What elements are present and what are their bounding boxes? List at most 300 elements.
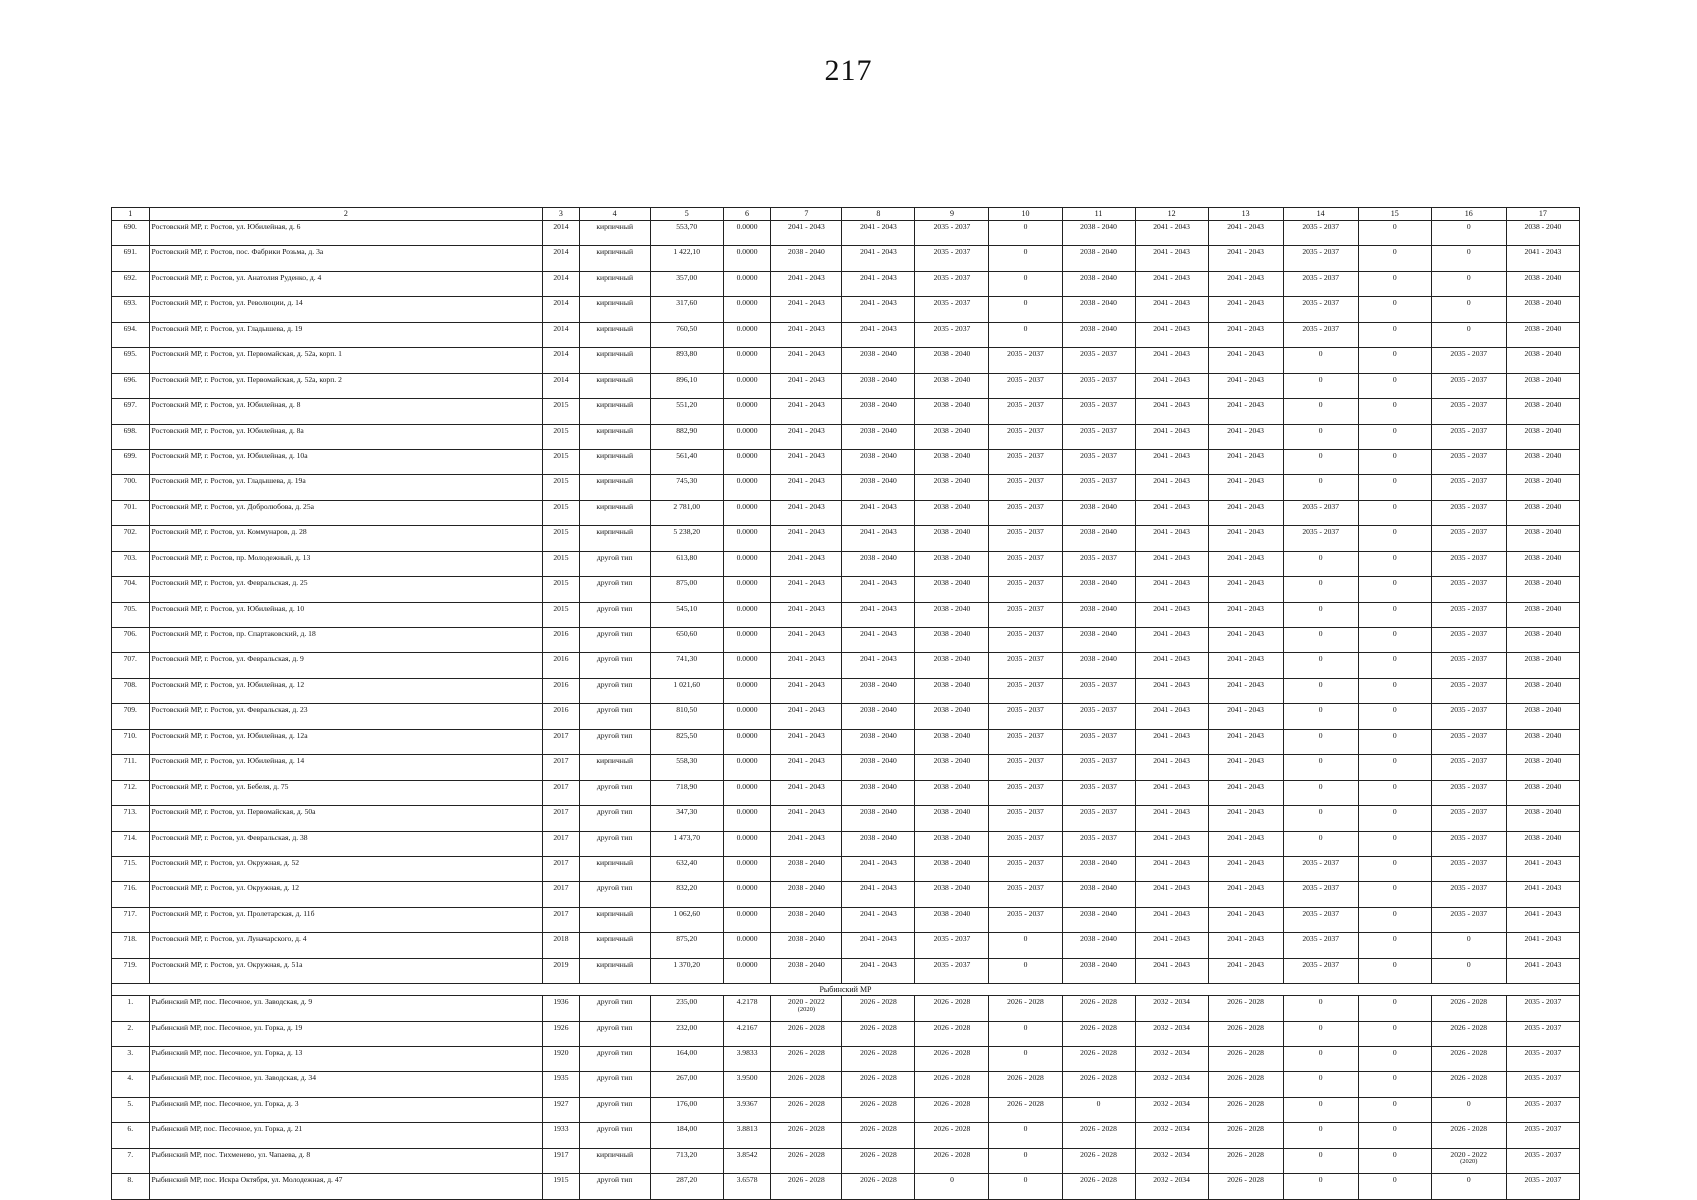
- address-cell: [149, 348, 543, 373]
- table-cell: [1358, 551, 1431, 576]
- cell-text: 832,20: [676, 883, 698, 893]
- table-cell: [915, 551, 989, 576]
- row-number-cell: [112, 653, 150, 678]
- cell-text: 2038 - 2040: [1524, 756, 1562, 766]
- table-cell: [723, 551, 771, 576]
- table-cell: [1431, 526, 1506, 551]
- table-cell: [723, 958, 771, 983]
- cell-text: 0: [1392, 781, 1397, 791]
- table-cell: [915, 373, 989, 398]
- table-cell: [1506, 221, 1579, 246]
- table-cell: [842, 653, 915, 678]
- cell-text: 1 422,10: [673, 247, 700, 257]
- section-row: [112, 984, 1580, 996]
- cell-text: Рыбинский МР, пос. Песочное, ул. Горка, д. 19: [151, 1022, 303, 1032]
- cell-text: 2038 - 2040: [933, 603, 971, 613]
- cell-text: 0: [1392, 997, 1397, 1007]
- cell-text: 2041 - 2043: [860, 959, 897, 969]
- cell-text: 2035 - 2037: [1302, 908, 1340, 918]
- table-cell: [1062, 1148, 1135, 1173]
- cell-text: 3.: [127, 1048, 134, 1057]
- table-cell: [771, 373, 842, 398]
- cell-text: 2035 - 2037: [1007, 349, 1044, 359]
- table-cell: [1358, 449, 1431, 474]
- table-cell: [1283, 729, 1358, 754]
- table-cell: [1506, 704, 1579, 729]
- cell-text: 2017: [553, 857, 569, 867]
- table-row: [112, 958, 1580, 983]
- table-cell: [1283, 1123, 1358, 1148]
- cell-text: 2035 - 2037: [1007, 730, 1044, 740]
- row-number-cell: [112, 1174, 150, 1199]
- cell-text: 2035 - 2037: [1007, 400, 1044, 410]
- address-cell: [149, 399, 543, 424]
- table-cell: [579, 996, 650, 1021]
- table-cell: [915, 806, 989, 831]
- cell-text: 2035 - 2037: [1007, 476, 1044, 486]
- table-cell: [723, 500, 771, 525]
- table-cell: [1358, 755, 1431, 780]
- table-cell: [771, 602, 842, 627]
- cell-text: 0: [1392, 450, 1397, 460]
- cell-text: 2035 - 2037: [1450, 552, 1488, 562]
- cell-text: 2038 - 2040: [788, 934, 825, 944]
- table-cell: [989, 500, 1062, 525]
- table-cell: [543, 500, 580, 525]
- table-cell: [1283, 1097, 1358, 1122]
- cell-text: 2041 - 2043: [1153, 934, 1190, 944]
- table-cell: [1283, 449, 1358, 474]
- cell-text: 2038 - 2040: [933, 781, 971, 791]
- address-cell: [149, 780, 543, 805]
- table-cell: [723, 475, 771, 500]
- cell-text: 875,00: [676, 578, 698, 588]
- table-cell: [1358, 373, 1431, 398]
- table-cell: [989, 704, 1062, 729]
- table-cell: [1358, 882, 1431, 907]
- table-cell: [1062, 704, 1135, 729]
- cell-text: 3.9500: [736, 1073, 758, 1083]
- table-cell: [1062, 602, 1135, 627]
- cell-text: 2035 - 2037: [1450, 425, 1488, 435]
- table-cell: [1506, 399, 1579, 424]
- table-cell: [1135, 475, 1208, 500]
- table-cell: [650, 729, 723, 754]
- column-header: 6: [723, 208, 771, 221]
- table-cell: [915, 526, 989, 551]
- cell-text: 5.: [127, 1098, 134, 1108]
- table-cell: [1283, 1047, 1358, 1072]
- cell-text: 2038 - 2040: [933, 705, 971, 715]
- table-cell: [989, 348, 1062, 373]
- table-cell: [579, 246, 650, 271]
- table-cell: [842, 856, 915, 881]
- cell-text: 2041 - 2043: [1227, 705, 1264, 715]
- table-cell: [771, 755, 842, 780]
- cell-text: 2038 - 2040: [788, 908, 825, 918]
- table-cell: [771, 449, 842, 474]
- cell-text: 0: [1392, 552, 1397, 562]
- table-cell: [989, 1148, 1062, 1173]
- cell-text: 2041 - 2043: [788, 374, 825, 384]
- cell-text: 2026 - 2028: [860, 1124, 897, 1134]
- cell-text: Ростовский МР, г. Ростов, ул. Юбилейная, д. 6: [151, 222, 301, 231]
- table-cell: [842, 1148, 915, 1173]
- cell-text: 0.0000: [736, 450, 758, 460]
- cell-text: 0: [1392, 476, 1397, 486]
- table-cell: [1208, 755, 1283, 780]
- cell-text: 184,00: [676, 1124, 698, 1134]
- table-cell: [1506, 628, 1579, 653]
- table-cell: [723, 1123, 771, 1148]
- table-cell: [1431, 882, 1506, 907]
- table-cell: [1283, 831, 1358, 856]
- table-cell: [771, 856, 842, 881]
- table-cell: [1506, 602, 1579, 627]
- cell-text: 4.2178: [736, 997, 758, 1007]
- cell-text: 0: [1318, 1149, 1323, 1159]
- cell-text: 0: [1392, 908, 1397, 918]
- cell-text: 2026 - 2028: [860, 1022, 897, 1032]
- table-row: [112, 1123, 1580, 1148]
- cell-text: 2026 - 2028: [788, 1175, 825, 1185]
- cell-text: кирпичный: [596, 934, 634, 944]
- table-cell: [579, 653, 650, 678]
- cell-text: 2041 - 2043: [1227, 730, 1264, 740]
- table-cell: [842, 449, 915, 474]
- table-cell: [1062, 271, 1135, 296]
- cell-text: 0.0000: [736, 908, 758, 918]
- cell-text: 2026 - 2028: [1450, 1073, 1488, 1083]
- cell-text: кирпичный: [596, 247, 634, 257]
- table-cell: [842, 322, 915, 347]
- cell-text: 2038 - 2040: [933, 527, 971, 537]
- cell-text: 0: [1023, 1022, 1028, 1032]
- cell-text: 2038 - 2040: [933, 832, 971, 842]
- table-cell: [842, 628, 915, 653]
- cell-text: 0: [1392, 934, 1397, 944]
- table-cell: [1283, 628, 1358, 653]
- cell-text: 760,50: [676, 323, 698, 333]
- table-cell: [1062, 424, 1135, 449]
- table-cell: [915, 628, 989, 653]
- cell-text: 2026 - 2028: [1227, 1098, 1264, 1108]
- table-cell: [650, 653, 723, 678]
- table-cell: [771, 577, 842, 602]
- address-cell: [149, 551, 543, 576]
- table-cell: [579, 755, 650, 780]
- table-cell: [650, 1097, 723, 1122]
- table-cell: [989, 628, 1062, 653]
- cell-text: 0: [1318, 654, 1323, 664]
- cell-text: 2038 - 2040: [1524, 654, 1562, 664]
- table-cell: [842, 1123, 915, 1148]
- cell-text: 713,20: [676, 1149, 698, 1159]
- table-cell: [650, 755, 723, 780]
- table-cell: [1208, 907, 1283, 932]
- cell-text: 0: [1392, 1124, 1397, 1134]
- cell-text: 0.0000: [736, 247, 758, 257]
- table-cell: [771, 1021, 842, 1046]
- cell-text: 2041 - 2043: [1153, 679, 1190, 689]
- address-cell: [149, 933, 543, 958]
- cell-text: 2038 - 2040: [933, 425, 971, 435]
- address-cell: [149, 449, 543, 474]
- table-cell: [1506, 271, 1579, 296]
- table-cell: [1283, 1072, 1358, 1097]
- table-cell: [1135, 755, 1208, 780]
- cell-text: 2041 - 2043: [1227, 578, 1264, 588]
- cell-text: 2041 - 2043: [1227, 654, 1264, 664]
- cell-text: 2035 - 2037: [1302, 501, 1340, 511]
- table-cell: [1062, 449, 1135, 474]
- table-body: [112, 221, 1580, 1200]
- table-cell: [1135, 1097, 1208, 1122]
- cell-text: 2019: [553, 959, 569, 969]
- cell-text: 2038 - 2040: [1080, 908, 1117, 918]
- cell-text: 2038 - 2040: [1524, 476, 1562, 486]
- table-cell: [1208, 1097, 1283, 1122]
- cell-text: 2041 - 2043: [860, 501, 897, 511]
- cell-text: 2038 - 2040: [933, 552, 971, 562]
- cell-text: 0: [1318, 629, 1323, 638]
- table-cell: [650, 628, 723, 653]
- cell-text: 2035 - 2037: [1524, 1022, 1562, 1032]
- table-cell: [771, 780, 842, 805]
- table-cell: [1208, 297, 1283, 322]
- table-cell: [1358, 526, 1431, 551]
- table-cell: [1283, 806, 1358, 831]
- cell-text: 2041 - 2043: [1153, 629, 1190, 638]
- column-header: 9: [915, 208, 989, 221]
- cell-text: 2038 - 2040: [933, 578, 971, 588]
- cell-text: 2038 - 2040: [860, 781, 897, 791]
- cell-text: 0: [1392, 857, 1397, 867]
- cell-text: 2035 - 2037: [1302, 934, 1340, 944]
- table-cell: [1358, 958, 1431, 983]
- cell-text: 2026 - 2028: [1227, 1022, 1264, 1032]
- table-cell: [723, 221, 771, 246]
- table-cell: [1135, 678, 1208, 703]
- table-cell: [1431, 729, 1506, 754]
- column-header: 10: [989, 208, 1062, 221]
- table-cell: [543, 246, 580, 271]
- address-cell: [149, 704, 543, 729]
- table-cell: [1431, 551, 1506, 576]
- row-number-cell: [112, 704, 150, 729]
- cell-text: 2035 - 2037: [1450, 400, 1488, 410]
- cell-text: 2032 - 2034: [1153, 1149, 1190, 1159]
- cell-text: 2026 - 2028: [788, 1149, 825, 1159]
- cell-text: 558,30: [676, 756, 698, 766]
- table-cell: [1135, 500, 1208, 525]
- address-cell: [149, 271, 543, 296]
- cell-text: 2038 - 2040: [788, 883, 825, 893]
- table-cell: [543, 678, 580, 703]
- table-cell: [543, 322, 580, 347]
- table-cell: [989, 755, 1062, 780]
- table-row: [112, 628, 1580, 653]
- cell-text: Ростовский МР, г. Ростов, пр. Спартаковский, д. 18: [151, 629, 316, 638]
- table-cell: [1135, 907, 1208, 932]
- cell-text: кирпичный: [596, 400, 634, 410]
- cell-text: 710.: [123, 730, 137, 740]
- cell-text: 0.0000: [736, 705, 758, 715]
- table-cell: [1358, 602, 1431, 627]
- cell-text: 2038 - 2040: [933, 883, 971, 893]
- table-cell: [1283, 246, 1358, 271]
- table-cell: [771, 907, 842, 932]
- table-row: [112, 996, 1580, 1021]
- cell-text: Ростовский МР, г. Ростов, ул. Юбилейная, д. 12а: [151, 730, 308, 740]
- cell-text: 1 370,20: [673, 959, 700, 969]
- cell-text: 2035 - 2037: [1450, 578, 1488, 588]
- cell-text: 2041 - 2043: [1153, 349, 1190, 359]
- table-cell: [1208, 322, 1283, 347]
- table-cell: [1135, 602, 1208, 627]
- table-cell: [1431, 653, 1506, 678]
- cell-text: 1927: [553, 1098, 569, 1108]
- table-cell: [650, 958, 723, 983]
- table-cell: [1431, 424, 1506, 449]
- address-cell: [149, 882, 543, 907]
- cell-text: 5 238,20: [673, 527, 700, 537]
- table-cell: [771, 958, 842, 983]
- table-cell: [579, 1047, 650, 1072]
- cell-text: 2035 - 2037: [1007, 374, 1044, 384]
- cell-text: 2038 - 2040: [860, 679, 897, 689]
- cell-text: 2032 - 2034: [1153, 1048, 1190, 1057]
- table-cell: [915, 907, 989, 932]
- table-cell: [842, 806, 915, 831]
- table-cell: [1135, 882, 1208, 907]
- table-row: [112, 933, 1580, 958]
- table-cell: [1208, 221, 1283, 246]
- table-row: [112, 653, 1580, 678]
- table-cell: [1506, 1123, 1579, 1148]
- cell-text: 2035 - 2037: [1524, 1124, 1562, 1134]
- table-cell: [1431, 221, 1506, 246]
- table-cell: [543, 628, 580, 653]
- cell-text: 2035 - 2037: [1080, 476, 1117, 486]
- table-cell: [1431, 577, 1506, 602]
- cell-text: 2041 - 2043: [1227, 959, 1264, 969]
- table-cell: [723, 678, 771, 703]
- table-cell: [915, 221, 989, 246]
- cell-text: 2020 - 2022: [1450, 1149, 1488, 1159]
- table-cell: [543, 1148, 580, 1173]
- table-cell: [1135, 628, 1208, 653]
- cell-text: 0: [1023, 1175, 1028, 1185]
- table-cell: [989, 602, 1062, 627]
- row-number-cell: [112, 907, 150, 932]
- table-cell: [771, 322, 842, 347]
- cell-text: 2038 - 2040: [860, 832, 897, 842]
- table-cell: [650, 424, 723, 449]
- table-cell: [1208, 1174, 1283, 1199]
- cell-text: 0.0000: [736, 654, 758, 664]
- table-cell: [771, 1072, 842, 1097]
- cell-text: 2038 - 2040: [860, 425, 897, 435]
- table-cell: [650, 704, 723, 729]
- table-cell: [842, 297, 915, 322]
- table-cell: [1358, 806, 1431, 831]
- table-cell: [1062, 221, 1135, 246]
- cell-text: 2041 - 2043: [1153, 476, 1190, 486]
- table-cell: [1358, 1123, 1431, 1148]
- cell-text: 695.: [123, 349, 137, 359]
- table-cell: [1135, 653, 1208, 678]
- cell-text: 2035 - 2037: [1450, 730, 1488, 740]
- table-cell: [650, 806, 723, 831]
- table-cell: [579, 322, 650, 347]
- table-cell: [579, 602, 650, 627]
- table-cell: [771, 1097, 842, 1122]
- table-cell: [1283, 958, 1358, 983]
- cell-text: 0: [1318, 1048, 1323, 1057]
- cell-text: Ростовский МР, г. Ростов, ул. Гладышева, д. 19: [151, 323, 303, 333]
- cell-text: 2035 - 2037: [1450, 527, 1488, 537]
- cell-text: 0.0000: [736, 756, 758, 766]
- cell-text: 2015: [553, 603, 569, 613]
- cell-text: 2038 - 2040: [1524, 450, 1562, 460]
- cell-text: 2032 - 2034: [1153, 997, 1190, 1007]
- cell-text: 0: [1392, 247, 1397, 257]
- cell-text: 2026 - 2028: [1080, 1022, 1117, 1032]
- row-number-cell: [112, 221, 150, 246]
- cell-text: 0: [1318, 781, 1323, 791]
- table-cell: [723, 1047, 771, 1072]
- cell-text: 2015: [553, 578, 569, 588]
- cell-text: 0: [1392, 425, 1397, 435]
- cell-text: Ростовский МР, г. Ростов, ул. Юбилейная, д. 10: [151, 603, 305, 613]
- row-number-cell: [112, 780, 150, 805]
- cell-text: 2041 - 2043: [1227, 857, 1264, 867]
- table-cell: [1431, 996, 1506, 1021]
- cell-text: 2014: [553, 247, 569, 257]
- table-cell: [1506, 551, 1579, 576]
- table-cell: [1431, 399, 1506, 424]
- table-cell: [543, 551, 580, 576]
- cell-text: 2035 - 2037: [933, 272, 971, 282]
- cell-text: 2038 - 2040: [860, 374, 897, 384]
- table-cell: [1431, 1072, 1506, 1097]
- table-cell: [723, 297, 771, 322]
- cell-text: 2035 - 2037: [1007, 450, 1044, 460]
- cell-text: 2041 - 2043: [788, 527, 825, 537]
- table-cell: [579, 933, 650, 958]
- cell-text: 0: [1392, 323, 1397, 333]
- cell-text: 2026 - 2028: [788, 1124, 825, 1134]
- cell-text: 0.0000: [736, 349, 758, 359]
- cell-text: 2041 - 2043: [1524, 908, 1562, 918]
- table-cell: [1208, 958, 1283, 983]
- table-cell: [1062, 907, 1135, 932]
- table-cell: [915, 831, 989, 856]
- cell-text: 0.0000: [736, 222, 758, 231]
- address-cell: [149, 246, 543, 271]
- table-cell: [1283, 882, 1358, 907]
- cell-text: 2041 - 2043: [1153, 832, 1190, 842]
- table-cell: [723, 831, 771, 856]
- table-cell: [915, 1047, 989, 1072]
- table-cell: [915, 449, 989, 474]
- cell-text: 2035 - 2037: [1450, 857, 1488, 867]
- cell-text: 2038 - 2040: [1080, 247, 1117, 257]
- table-cell: [771, 348, 842, 373]
- cell-text: Ростовский МР, г. Ростов, ул. Анатолия Руденко, д. 4: [151, 272, 322, 282]
- address-cell: [149, 322, 543, 347]
